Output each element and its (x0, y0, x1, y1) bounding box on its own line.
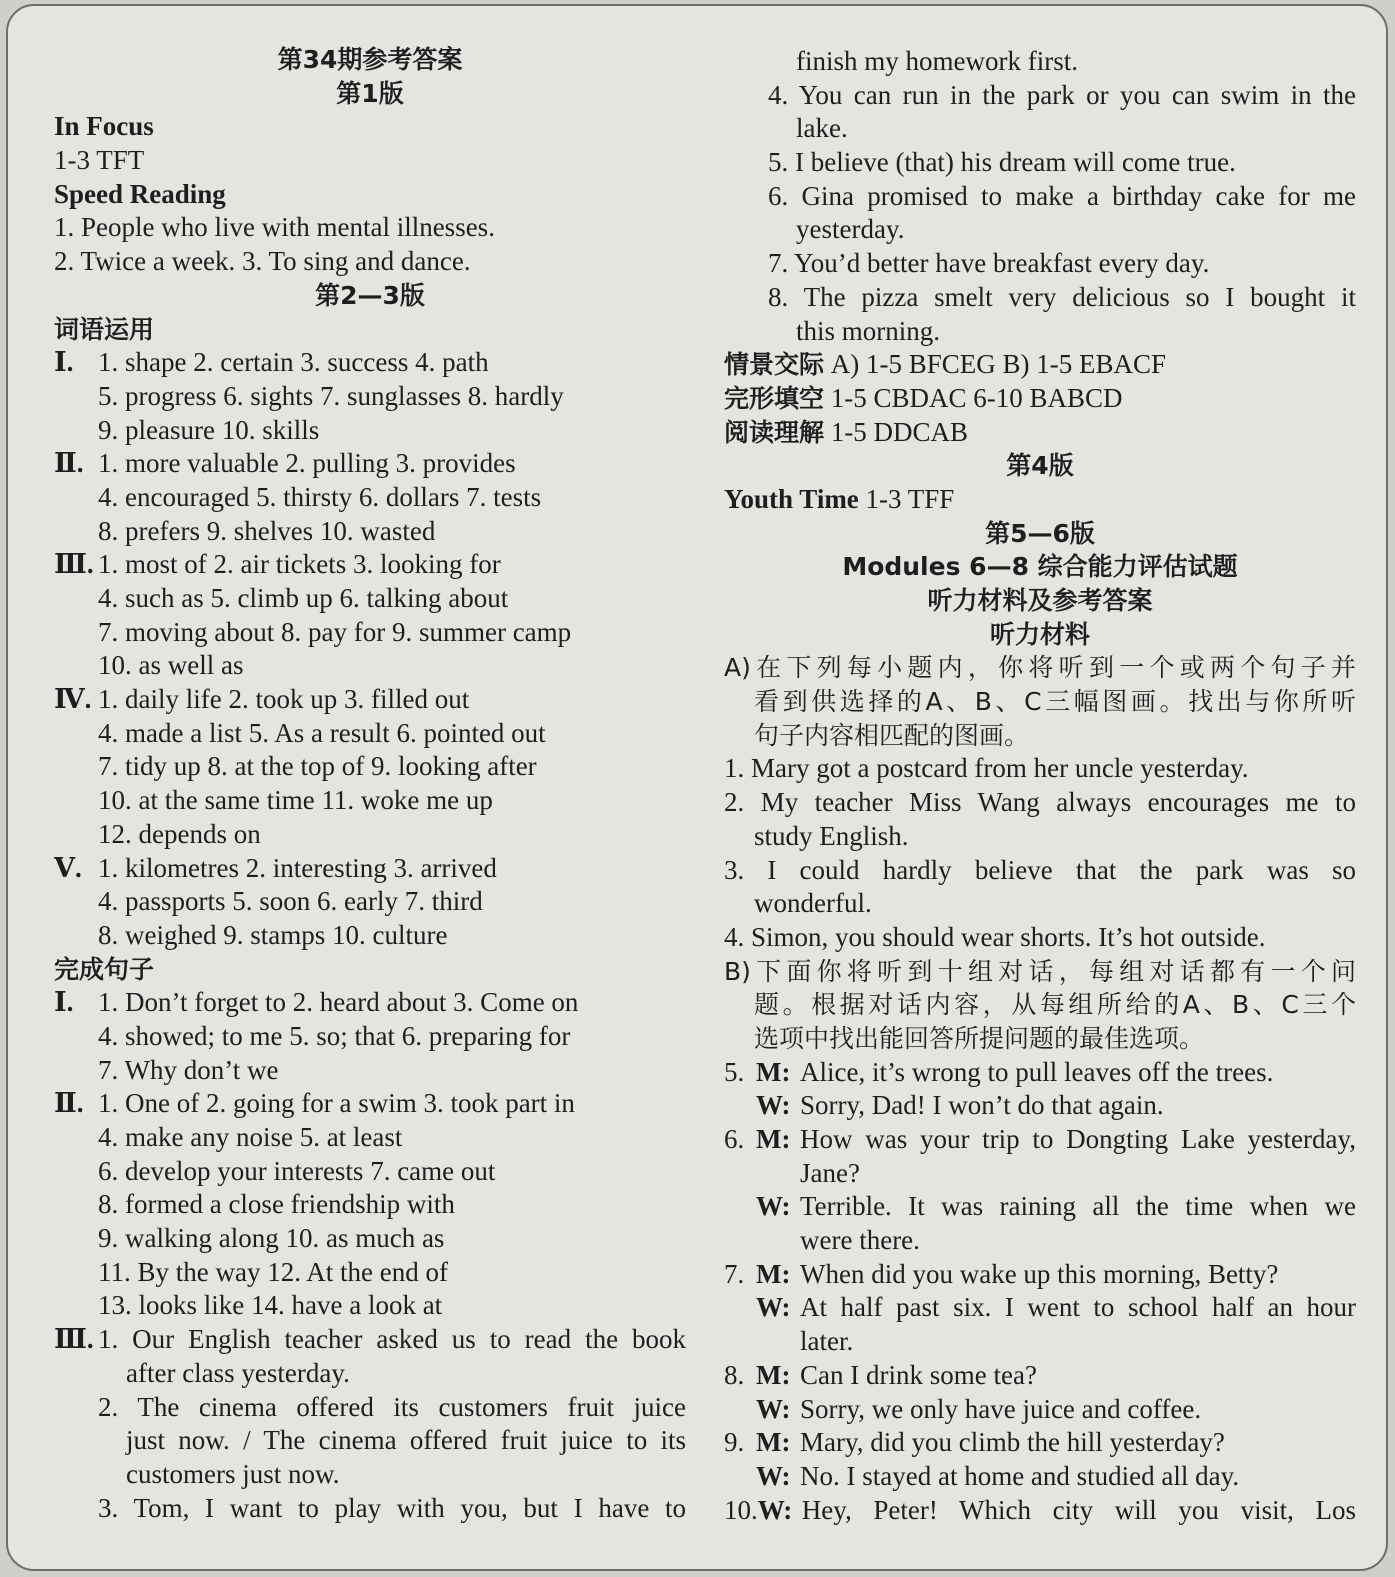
speaker-label: W: (756, 1090, 791, 1121)
listening-item (724, 820, 1356, 854)
roman-mark: Ⅰ. (54, 347, 74, 378)
speaker-label: M: (756, 1359, 791, 1390)
answer-line: 1. One of 2. going for a swim 3. took part in (98, 1088, 575, 1119)
youth-time-label: Youth Time (724, 483, 859, 514)
dialogue-line (724, 1190, 1356, 1224)
dialogue-line (724, 1494, 1356, 1528)
in-focus-answer: 1-3 TFT (54, 145, 145, 176)
right-top-lines (724, 45, 1356, 348)
dialogue-number: 10. (724, 1494, 758, 1525)
answer-line: 7. moving about 8. pay for 9. summer camp (98, 616, 572, 647)
dialogue-continuation: were there. (800, 1225, 920, 1256)
dialogue-list (724, 1056, 1356, 1528)
listening-item (724, 752, 1356, 786)
dialogue-line (724, 1291, 1356, 1325)
wanxing-row (724, 382, 1356, 416)
answer-line-wrap (724, 281, 1356, 315)
dialogue-number (724, 1393, 756, 1427)
speed-reading-line: 1. People who live with mental illnesses. (54, 212, 495, 243)
dialogue-text: Hey, Peter! Which city will you visit, Los (801, 1494, 1356, 1525)
dialogue-line (724, 1258, 1356, 1292)
dialogue-number (724, 1089, 756, 1123)
left-column (54, 6, 686, 1525)
listening-text: 3. I could hardly believe that the park was so (724, 854, 1356, 885)
speaker-label: W: (756, 1460, 791, 1491)
roman-mark: Ⅴ. (54, 852, 82, 883)
answer-line: 1. Don’t forget to 2. heard about 3. Come on (98, 987, 579, 1018)
answer-line: 12. depends on (98, 818, 261, 849)
dialogue-number: 8. (724, 1359, 745, 1390)
dialogue-text: At half past six. I went to school half an hour (800, 1292, 1356, 1323)
roman-mark: Ⅱ. (54, 1088, 84, 1119)
dialogue-text: Terrible. It was raining all the time when we (800, 1191, 1356, 1222)
dialogue-line (724, 1426, 1356, 1460)
ciyu-group-row (54, 346, 686, 380)
dialogue-line (724, 1460, 1356, 1494)
issue-title: 第34期参考答案 (277, 45, 463, 74)
yuedu-row (724, 416, 1356, 450)
tingli-subtitle: 听力材料 (989, 619, 1090, 649)
listening-item (724, 921, 1356, 955)
answer-line: this morning. (796, 315, 941, 346)
in-focus-label: In Focus (54, 111, 154, 142)
section-ban4: 第4版 (1006, 451, 1074, 481)
answer-line: finish my homework first. (796, 46, 1078, 76)
answer-line: 2. The cinema offered its customers fruit juice (98, 1391, 686, 1422)
speed-reading-line: 2. Twice a week. 3. To sing and dance. (54, 246, 471, 277)
answer-line: 10. at the same time 11. woke me up (98, 785, 493, 816)
section-a-items (724, 752, 1356, 954)
answer-line: 11. By the way 12. At the end of (98, 1256, 448, 1287)
answer-line: just now. / The cinema offered fruit juice to its (126, 1425, 686, 1456)
section-b-line: 题。根据对话内容，从每组所给的A、B、C三个 (754, 990, 1356, 1020)
listening-text: 2. My teacher Miss Wang always encourages me to (724, 787, 1356, 818)
dialogue-text: Sorry, Dad! I won’t do that again. (800, 1090, 1164, 1121)
dialogue-text: Sorry, we only have juice and coffee. (800, 1393, 1202, 1424)
answer-line: 9. pleasure 10. skills (98, 414, 320, 445)
dialogue-text: No. I stayed at home and studied all day. (800, 1460, 1240, 1491)
answer-line-wrap (724, 247, 1356, 281)
dialogue-text: Mary, did you climb the hill yesterday? (800, 1427, 1225, 1458)
dialogue-line (724, 1056, 1356, 1090)
wancheng-iii-row (54, 1323, 686, 1357)
ciyu-group-row (54, 548, 686, 582)
answer-line: customers just now. (126, 1458, 340, 1489)
dialogue-text: How was your trip to Dongting Lake yesterday, (800, 1124, 1356, 1154)
dialogue-text: Alice, it’s wrong to pull leaves off the trees. (800, 1056, 1274, 1087)
answer-line-wrap (724, 315, 1356, 349)
answer-line: 1. more valuable 2. pulling 3. provides (98, 448, 516, 479)
yuedu-label: 阅读理解 (724, 417, 825, 447)
wancheng-group-row (54, 1087, 686, 1121)
speaker-label: M: (756, 1427, 791, 1458)
answer-line: 13. looks like 14. have a look at (98, 1290, 443, 1321)
answer-line-wrap (724, 79, 1356, 113)
dialogue-number: 5. (724, 1056, 745, 1087)
dialogue-continuation: Jane? (800, 1157, 860, 1188)
dialogue-continuation: later. (800, 1326, 854, 1357)
wanxing-answer: 1-5 CBDAC 6-10 BABCD (830, 382, 1123, 413)
speaker-label: W: (756, 1393, 791, 1424)
speed-reading-label: Speed Reading (54, 178, 226, 209)
dialogue-line (724, 1393, 1356, 1427)
wancheng-groups (54, 986, 686, 1323)
speaker-label: W: (756, 1191, 791, 1222)
answer-line: 1. kilometres 2. interesting 3. arrived (98, 852, 497, 883)
answer-line: 4. make any noise 5. at least (98, 1122, 403, 1152)
section-ban23: 第2—3版 (315, 280, 425, 310)
answer-line-wrap (724, 213, 1356, 247)
speaker-label: W: (757, 1494, 793, 1525)
answer-line: 5. progress 6. sights 7. sunglasses 8. hardly (98, 380, 564, 411)
section-ban1: 第1版 (336, 78, 404, 108)
answer-line: lake. (796, 113, 848, 144)
answer-line-wrap (724, 112, 1356, 146)
speaker-label: M: (756, 1124, 791, 1154)
answer-line: yesterday. (796, 214, 905, 245)
answer-line: 4. You can run in the park or you can swim in the (768, 79, 1356, 110)
right-column (724, 6, 1356, 1527)
answer-line: 9. walking along 10. as much as (98, 1223, 445, 1254)
answer-line: 4. such as 5. climb up 6. talking about (98, 583, 509, 613)
answer-line: 8. formed a close friendship with (98, 1189, 455, 1220)
answer-line: 1. shape 2. certain 3. success 4. path (98, 347, 489, 378)
answer-line: 10. as well as (98, 650, 244, 681)
answer-line: 7. tidy up 8. at the top of 9. looking after (98, 751, 537, 782)
qingjing-answer: A) 1-5 BFCEG B) 1-5 EBACF (830, 349, 1167, 380)
answer-line: 4. encouraged 5. thirsty 6. dollars 7. tests (98, 481, 542, 512)
listening-item (724, 887, 1356, 921)
dialogue-number (724, 1190, 756, 1224)
answer-line: 4. passports 5. soon 6. early 7. third (98, 886, 483, 917)
roman-mark: Ⅲ. (54, 1324, 94, 1355)
answer-line: 8. The pizza smelt very delicious so I bought it (768, 281, 1356, 312)
speaker-label: W: (756, 1292, 791, 1323)
ciyu-label: 词语运用 (54, 314, 155, 344)
roman-mark: Ⅱ. (54, 448, 84, 479)
ciyu-group-row (54, 447, 686, 481)
section-b-line: B)下面你将听到十组对话，每组对话都有一个问 (724, 956, 1356, 986)
dialogue-line (724, 1359, 1356, 1393)
answer-line: 3. Tom, I want to play with you, but I have to (98, 1492, 686, 1523)
section-ban56: 第5—6版 (985, 518, 1095, 548)
dialogue-number: 9. (724, 1427, 745, 1458)
answer-line-wrap (724, 45, 1356, 79)
answer-line: after class yesterday. (126, 1357, 350, 1388)
listening-item (724, 786, 1356, 820)
answer-line: 8. weighed 9. stamps 10. culture (98, 919, 448, 950)
speaker-label: M: (756, 1056, 791, 1087)
answer-line: 1. most of 2. air tickets 3. looking for (98, 549, 501, 580)
wanxing-label: 完形填空 (724, 383, 825, 413)
listening-text: wonderful. (754, 888, 872, 919)
section-a-line: 看到供选择的A、B、C三幅图画。找出与你所听 (754, 687, 1356, 717)
yuedu-answer: 1-5 DDCAB (830, 416, 969, 447)
answer-line: 4. made a list 5. As a result 6. pointed out (98, 717, 546, 748)
dialogue-number: 7. (724, 1258, 745, 1289)
roman-mark: Ⅲ. (54, 549, 94, 580)
dialogue-text: When did you wake up this morning, Betty? (800, 1258, 1279, 1289)
answer-line-wrap (724, 180, 1356, 214)
answer-line: 1. daily life 2. took up 3. filled out (98, 684, 470, 715)
section-a-line: A)在下列每小题内，你将听到一个或两个句子并 (724, 653, 1356, 683)
dialogue-line (724, 1089, 1356, 1123)
listening-text: 4. Simon, you should wear shorts. It’s hot outside. (724, 921, 1266, 952)
answer-line: 6. develop your interests 7. came out (98, 1155, 496, 1186)
answer-line: 4. showed; to me 5. so; that 6. preparing for (98, 1020, 571, 1051)
answer-sheet-page (6, 4, 1388, 1571)
listening-text: study English. (754, 820, 909, 851)
modules-title: Modules 6—8 综合能力评估试题 (842, 552, 1238, 582)
youth-time-row (724, 483, 1356, 517)
answer-line: 7. Why don’t we (98, 1054, 279, 1085)
youth-time-answer: 1-3 TFF (865, 483, 955, 514)
roman-mark: Ⅳ. (54, 684, 92, 715)
ciyu-group-row (54, 852, 686, 886)
answer-line: 8. prefers 9. shelves 10. wasted (98, 515, 436, 546)
answer-line: 5. I believe (that) his dream will come true. (768, 147, 1236, 178)
dialogue-number (724, 1291, 756, 1325)
section-b-line: 选项中找出能回答所提问题的最佳选项。 (754, 1023, 1205, 1053)
answer-line-wrap (724, 146, 1356, 180)
section-a-line: 句子内容相匹配的图画。 (754, 720, 1030, 750)
answer-line: 6. Gina promised to make a birthday cake for me (768, 180, 1356, 211)
listening-text: 1. Mary got a postcard from her uncle yesterday. (724, 753, 1249, 784)
qingjing-label: 情景交际 (724, 350, 825, 380)
wancheng-group-row (54, 986, 686, 1020)
tingli-title: 听力材料及参考答案 (927, 586, 1153, 615)
listening-item (724, 854, 1356, 888)
qingjing-row (724, 348, 1356, 382)
speaker-label: M: (756, 1258, 791, 1289)
dialogue-number: 6. (724, 1124, 745, 1154)
answer-line: 7. You’d better have breakfast every day. (768, 248, 1210, 279)
dialogue-line (724, 1123, 1356, 1157)
ciyu-groups (54, 346, 686, 952)
answer-line: 1. Our English teacher asked us to read the book (98, 1324, 686, 1355)
wancheng-label: 完成句子 (54, 954, 155, 984)
ciyu-group-row (54, 683, 686, 717)
dialogue-text: Can I drink some tea? (800, 1359, 1037, 1390)
roman-mark: Ⅰ. (54, 987, 74, 1018)
dialogue-number (724, 1460, 756, 1494)
